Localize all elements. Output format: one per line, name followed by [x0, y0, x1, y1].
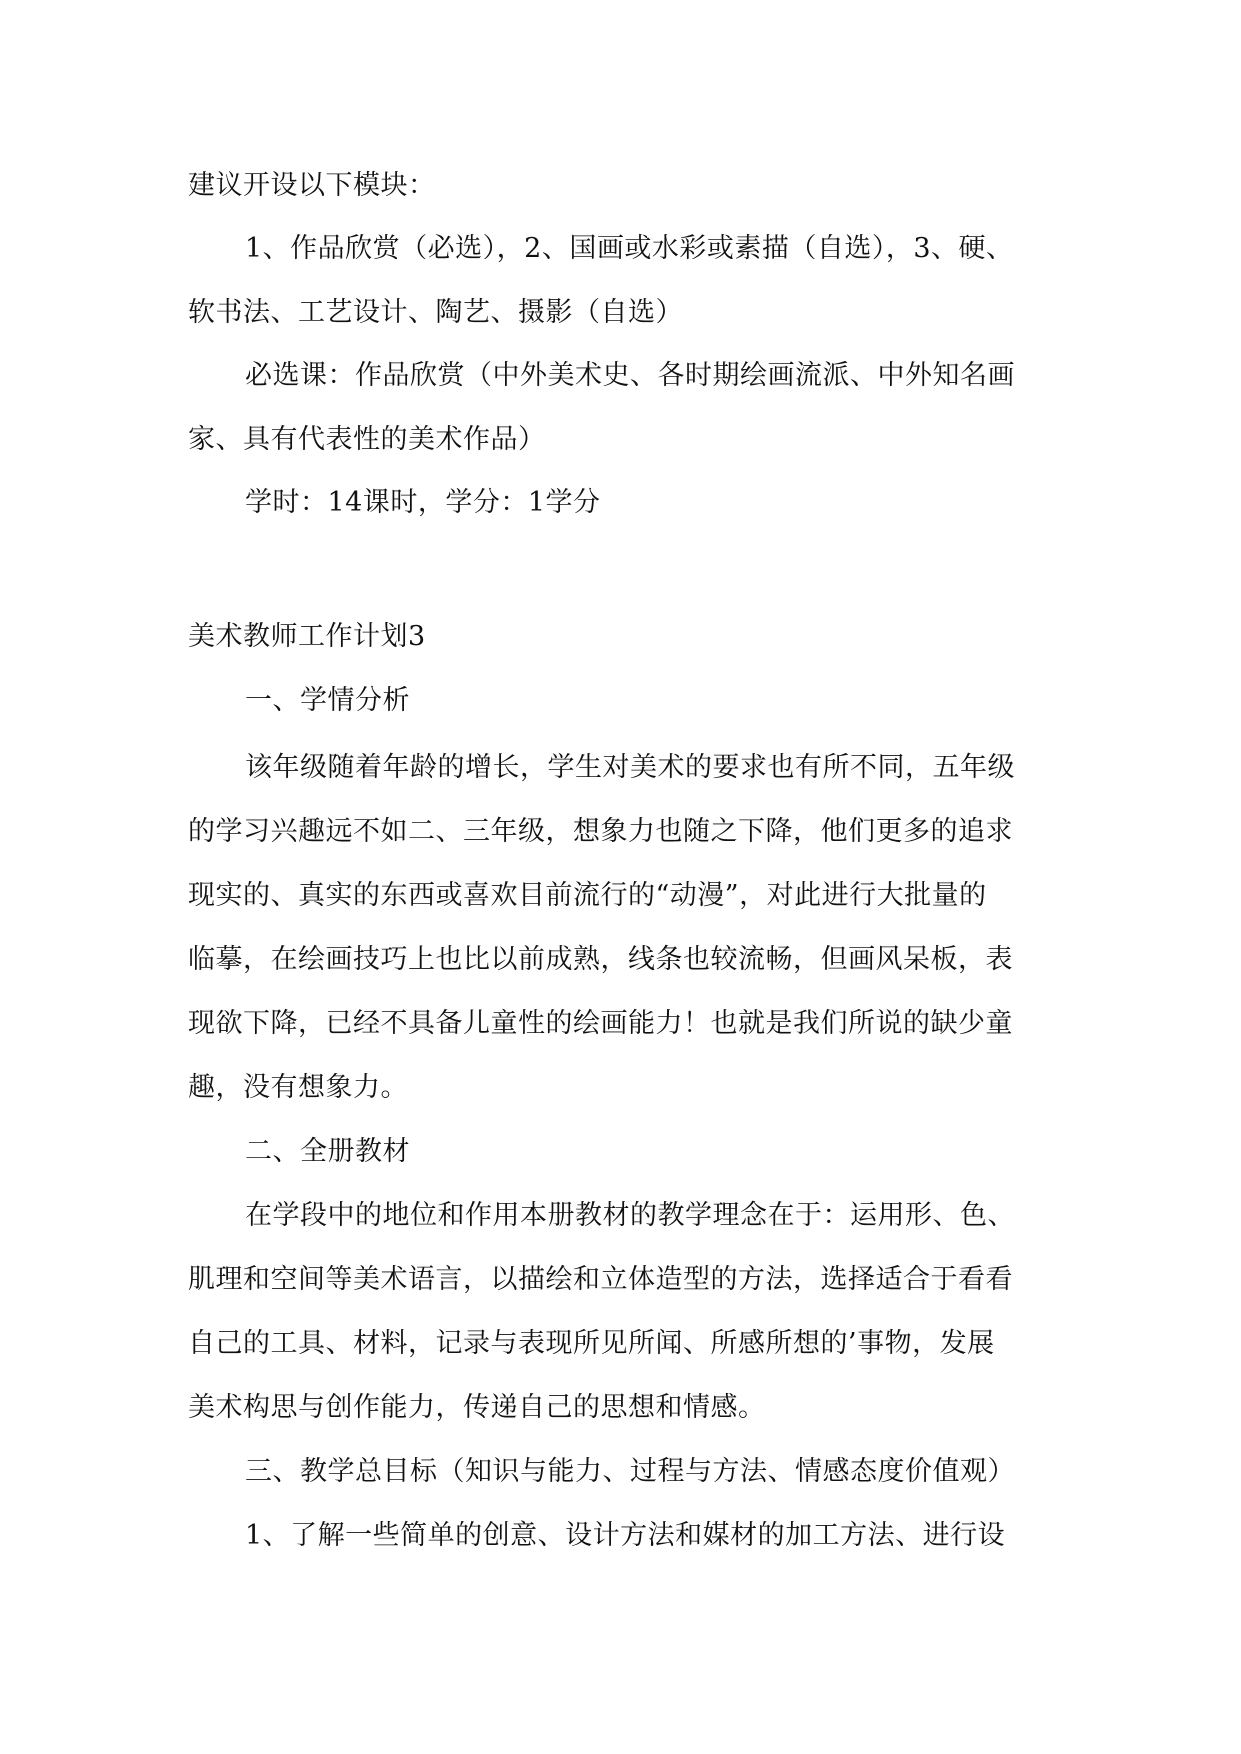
subheading: 二、全册教材 — [245, 1136, 410, 1167]
text-line: 的学习兴趣远不如二、三年级，想象力也随之下降，他们更多的追求 — [188, 816, 1013, 847]
text-line: 现欲下降，已经不具备儿童性的绘画能力！也就是我们所说的缺少童 — [188, 1008, 1013, 1039]
text-line: 趣，没有想象力。 — [188, 1072, 408, 1103]
subheading: 三、教学总目标（知识与能力、过程与方法、情感态度价值观） — [245, 1456, 1015, 1487]
text-line: 软书法、工艺设计、陶艺、摄影（自选） — [188, 297, 683, 328]
text-line: 学时：14课时，学分：1学分 — [245, 487, 601, 518]
section-heading: 美术教师工作计划3 — [188, 621, 426, 652]
text-line: 肌理和空间等美术语言，以描绘和立体造型的方法，选择适合于看看 — [188, 1264, 1013, 1295]
subheading: 一、学情分析 — [245, 685, 410, 716]
text-line: 自己的工具、材料，记录与表现所见所闻、所感所想的’事物，发展 — [188, 1328, 995, 1359]
text-line: 必选课：作品欣赏（中外美术史、各时期绘画流派、中外知名画 — [245, 360, 1015, 391]
text-line: 在学段中的地位和作用本册教材的教学理念在于：运用形、色、 — [245, 1200, 1015, 1231]
text-line: 建议开设以下模块： — [188, 170, 436, 201]
text-line: 临摹，在绘画技巧上也比以前成熟，线条也较流畅，但画风呆板，表 — [188, 944, 1013, 975]
text-line: 美术构思与创作能力，传递自己的思想和情感。 — [188, 1392, 766, 1423]
text-line: 家、具有代表性的美术作品） — [188, 424, 546, 455]
text-line: 现实的、真实的东西或喜欢目前流行的“动漫”，对此进行大批量的 — [188, 880, 987, 911]
text-line: 该年级随着年龄的增长，学生对美术的要求也有所不同，五年级 — [245, 752, 1015, 783]
text-line: 1、作品欣赏（必选），2、国画或水彩或素描（自选），3、硬、 — [245, 233, 1014, 264]
text-line: 1、了解一些简单的创意、设计方法和媒材的加工方法、进行设 — [245, 1520, 1006, 1551]
